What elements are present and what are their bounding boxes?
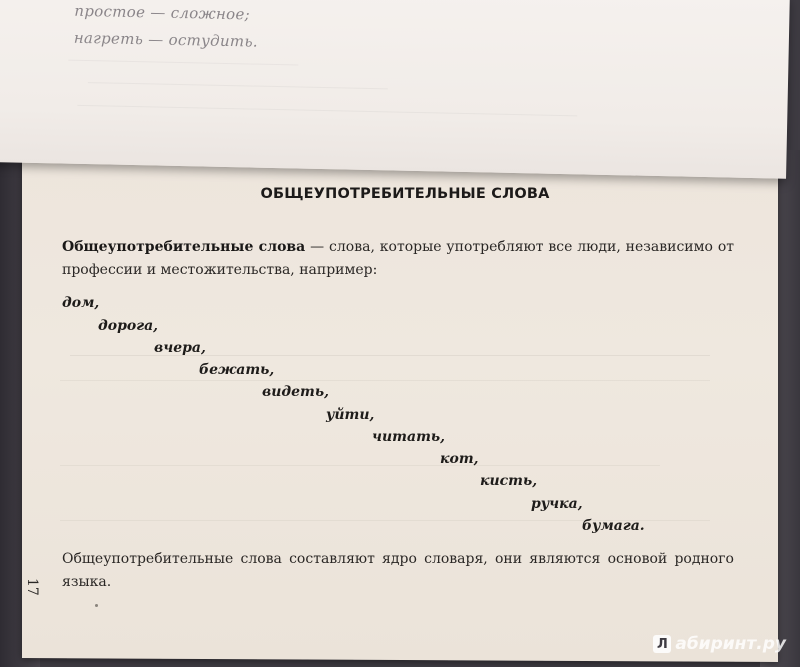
example-word: бумага. xyxy=(582,518,645,534)
show-through xyxy=(60,380,710,395)
example-word: ручка, xyxy=(531,496,583,512)
definition-text: слова, которые употребляют все люди, независимо от профессии и местожительства, например: xyxy=(62,239,735,278)
labirint-logo-icon: Л xyxy=(653,635,671,653)
show-through xyxy=(68,60,298,66)
example-word: кот, xyxy=(440,451,479,467)
example-word: дорога, xyxy=(98,318,159,334)
example-word: вчера, xyxy=(154,340,206,356)
show-through xyxy=(70,355,710,370)
example-word: уйти, xyxy=(326,407,375,423)
example-word: бежать, xyxy=(199,362,275,378)
defined-term: Общеупотребительные слова xyxy=(62,239,306,255)
watermark-text: абиринт.ру xyxy=(675,634,786,654)
page-speck xyxy=(95,604,98,607)
prev-page-line: простое — сложное; xyxy=(74,1,251,24)
definition-dash: — xyxy=(310,239,325,255)
definition-paragraph xyxy=(62,236,734,282)
example-word: кисть, xyxy=(480,473,538,489)
section-title: ОБЩЕУПОТРЕБИТЕЛЬНЫЕ СЛОВА xyxy=(260,186,550,202)
page-number: 17 xyxy=(24,578,40,596)
show-through xyxy=(88,82,388,89)
show-through xyxy=(60,465,660,480)
prev-page-line: нагреть — остудить. xyxy=(73,28,259,51)
show-through xyxy=(77,105,577,116)
example-word: дом, xyxy=(62,295,100,311)
previous-page xyxy=(0,0,790,179)
watermark xyxy=(653,634,786,654)
example-word: читать, xyxy=(372,429,445,445)
conclusion-paragraph: Общеупотребительные слова составляют ядро словаря, они являются основой родного языка. xyxy=(62,551,734,590)
example-word: видеть, xyxy=(262,384,329,400)
